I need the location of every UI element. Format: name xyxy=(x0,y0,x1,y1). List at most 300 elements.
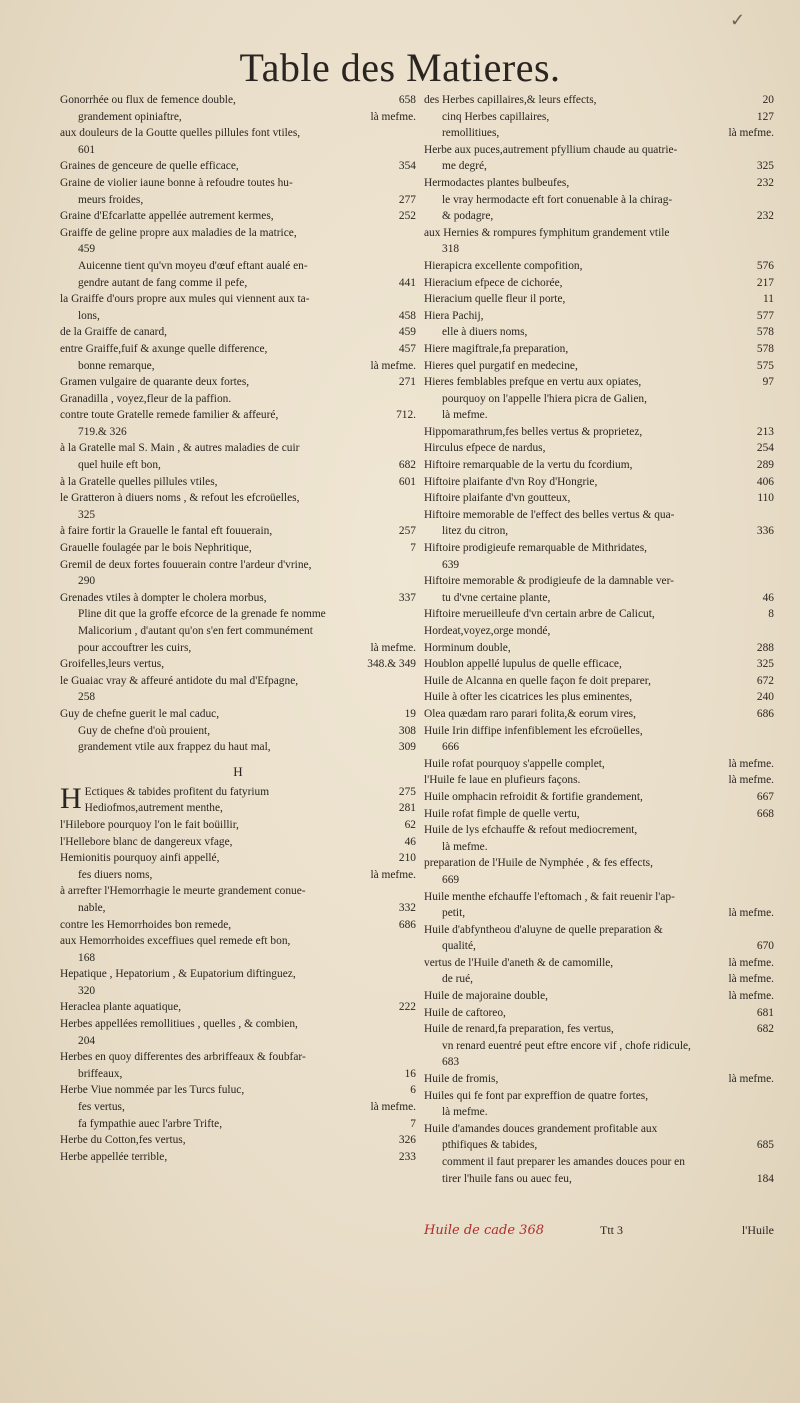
entry-page-ref: 232 xyxy=(756,176,774,189)
index-entry xyxy=(60,474,416,491)
entry-text: grandement opiniaftre, xyxy=(78,110,182,123)
entry-page-ref: 682 xyxy=(398,459,416,472)
index-entry xyxy=(60,109,416,126)
entry-text: Hepatique , Hepatorium , & Eupatorium diftinguez, xyxy=(60,968,296,981)
catchword: l'Huile xyxy=(741,1223,774,1237)
entry-text: Graiffe de geline propre aux maladies de la matrice, xyxy=(60,226,297,239)
entry-text: fes diuers noms, xyxy=(78,868,153,881)
entry-text: Gramen vulgaire de quarante deux fortes, xyxy=(60,376,250,389)
entry-text: contre toute Gratelle remede familier & affeuré, xyxy=(60,409,279,422)
index-entry xyxy=(424,158,774,175)
entry-page-ref: 658 xyxy=(398,94,416,106)
entry-text: Gremil de deux fortes fouuerain contre l'ardeur d'vrine, xyxy=(60,558,312,571)
entry-text: là mefme. xyxy=(442,840,488,853)
index-entry xyxy=(424,590,774,607)
entry-text: l'Hilebore pourquoy l'on le fait boüillir, xyxy=(60,818,239,831)
index-entry xyxy=(424,1137,774,1154)
index-entry xyxy=(424,424,774,441)
index-entry xyxy=(424,308,774,325)
entry-text: me degré, xyxy=(442,160,487,173)
entry-text: comment il faut preparer les amandes douces pour en xyxy=(442,1156,685,1168)
index-entry xyxy=(60,275,416,292)
entry-text: bonne remarque, xyxy=(78,359,155,372)
index-entry xyxy=(60,817,416,834)
entry-page-ref: là mefme. xyxy=(370,359,416,372)
entry-text: le Guaiac vray & affeuré antidote du mal d'Efpagne, xyxy=(60,674,299,687)
entry-text: aux douleurs de la Goutte quelles pillules font vtiles, xyxy=(60,127,301,140)
entry-page-ref: 325 xyxy=(756,658,774,671)
entry-page-ref: 354 xyxy=(398,160,416,173)
entry-text: 719.& 326 xyxy=(78,425,127,438)
index-entry xyxy=(60,440,416,457)
entry-text: Huile rofat fimple de quelle vertu, xyxy=(424,807,580,820)
entry-text: Herbe aux puces,autrement pfyllium chaude au quatrie- xyxy=(424,143,678,156)
entry-text: preparation de l'Huile de Nymphée , & fes effects, xyxy=(424,857,653,870)
entry-page-ref: 685 xyxy=(756,1139,774,1152)
entry-page-ref: là mefme. xyxy=(728,956,774,969)
entry-text: litez du citron, xyxy=(442,525,509,538)
index-entry xyxy=(424,955,774,972)
entry-text: Huile de lys efchauffe & refout mediocrement, xyxy=(424,824,638,837)
index-entry xyxy=(60,507,416,524)
index-entry xyxy=(424,1021,774,1038)
entry-text: Grauelle foulagée par le bois Nephritique, xyxy=(60,542,252,555)
index-entry xyxy=(60,258,416,275)
index-entry xyxy=(60,1099,416,1116)
entry-text: qualité, xyxy=(442,940,476,953)
index-entry xyxy=(424,208,774,225)
index-entry xyxy=(60,966,416,983)
entry-text: 318 xyxy=(442,243,460,256)
index-entry xyxy=(424,225,774,242)
index-entry xyxy=(60,640,416,657)
entry-page-ref: 257 xyxy=(398,525,416,538)
index-entry xyxy=(60,125,416,142)
entry-text: Hieracium quelle fleur il porte, xyxy=(424,293,566,306)
entry-page-ref: 681 xyxy=(756,1006,774,1019)
page-title: Table des Matieres. xyxy=(239,45,561,90)
entry-page-ref: 7 xyxy=(410,542,416,555)
entry-page-ref: 332 xyxy=(398,901,416,914)
entry-page-ref: 127 xyxy=(756,110,774,123)
drop-cap: H xyxy=(60,781,82,815)
signature-mark: Ttt 3 xyxy=(600,1223,623,1237)
index-entry xyxy=(424,1171,774,1188)
index-entry xyxy=(60,540,416,557)
index-entry xyxy=(60,291,416,308)
entry-text: 325 xyxy=(78,508,96,521)
entry-text: Herbe Viue nommée par les Turcs fuluc, xyxy=(60,1084,245,1097)
index-entry xyxy=(424,1071,774,1088)
entry-text: Guy de chefne d'où prouient, xyxy=(78,724,211,737)
entry-page-ref: 46 xyxy=(762,591,774,604)
entry-text: Huile à ofter les cicatrices les plus eminentes, xyxy=(424,691,633,704)
entry-page-ref: 184 xyxy=(756,1172,774,1185)
entry-text: Huile de caftoreo, xyxy=(424,1006,506,1019)
index-entry xyxy=(60,1033,416,1050)
index-entry xyxy=(60,374,416,391)
entry-text: des Herbes capillaires,& leurs effects, xyxy=(424,94,597,106)
index-entry xyxy=(424,938,774,955)
entry-page-ref: 222 xyxy=(398,1001,416,1014)
entry-text: de rué, xyxy=(442,973,473,986)
entry-text: Granadilla , voyez,fleur de la paffion. xyxy=(60,392,232,405)
index-column-left xyxy=(60,92,416,1165)
index-entry xyxy=(60,1132,416,1149)
entry-page-ref: 46 xyxy=(404,835,416,848)
entry-text: Hiftoire prodigieufe remarquable de Mithridates, xyxy=(424,542,647,555)
entry-text: Ectiques & tabides profitent du fatyrium xyxy=(84,785,270,798)
entry-text: aux Hemorrhoides exceffiues quel remede eft bon, xyxy=(60,935,291,948)
entry-text: vn renard euentré peut eftre encore vif , chofe ridicule, xyxy=(442,1039,691,1052)
entry-page-ref: là mefme. xyxy=(728,990,774,1003)
entry-page-ref: 6 xyxy=(410,1084,416,1097)
entry-page-ref: 575 xyxy=(756,359,774,372)
index-entry xyxy=(60,407,416,424)
entry-page-ref: 459 xyxy=(398,326,416,339)
entry-page-ref: là mefme. xyxy=(728,774,774,787)
index-entry xyxy=(60,590,416,607)
entry-text: 258 xyxy=(78,691,96,704)
entry-page-ref: 686 xyxy=(756,707,774,720)
entry-text: Hiere magiftrale,fa preparation, xyxy=(424,342,569,355)
index-entry xyxy=(60,424,416,441)
entry-text: Huile d'amandes douces grandement profitable aux xyxy=(424,1122,658,1135)
index-entry xyxy=(424,855,774,872)
index-entry xyxy=(60,490,416,507)
index-entry xyxy=(424,407,774,424)
entry-page-ref: 309 xyxy=(398,741,416,754)
index-entry xyxy=(60,673,416,690)
entry-text: Hordeat,voyez,orge mondé, xyxy=(424,625,551,637)
entry-page-ref: 19 xyxy=(404,707,416,720)
index-entry xyxy=(60,358,416,375)
entry-text: 666 xyxy=(442,741,460,754)
index-entry xyxy=(424,723,774,740)
entry-text: Grenades vtiles à dompter le cholera morbus, xyxy=(60,591,267,604)
index-entry xyxy=(60,883,416,900)
entry-text: 639 xyxy=(442,558,460,571)
index-entry xyxy=(424,872,774,889)
index-entry xyxy=(60,917,416,934)
index-entry xyxy=(60,1149,416,1166)
entry-text: là mefme. xyxy=(442,1106,488,1119)
index-entry xyxy=(60,523,416,540)
entry-page-ref: 337 xyxy=(398,591,416,604)
entry-text: pour accouftrer les cuirs, xyxy=(78,641,192,654)
entry-text: Hiftoire remarquable de la vertu du fcordium, xyxy=(424,459,633,472)
entry-text: 320 xyxy=(78,984,96,997)
entry-text: Horminum double, xyxy=(424,641,511,654)
index-entry xyxy=(424,1038,774,1055)
index-entry xyxy=(424,291,774,308)
entry-text: Hiera Pachij, xyxy=(424,309,484,322)
entry-text: pthifiques & tabides, xyxy=(442,1139,538,1152)
index-entry xyxy=(424,540,774,557)
index-entry xyxy=(424,142,774,159)
entry-text: quel huile eft bon, xyxy=(78,459,161,472)
entry-page-ref: là mefme. xyxy=(728,127,774,140)
entry-text: Huile de renard,fa preparation, fes vertus, xyxy=(424,1023,614,1036)
entry-text: à arrefter l'Hemorrhagie le meurte grandement conue- xyxy=(60,885,306,898)
entry-text: Huile de majoraine double, xyxy=(424,990,548,1003)
entry-page-ref: 441 xyxy=(398,276,416,289)
entry-text: Hiftoire merueilleufe d'vn certain arbre de Calicut, xyxy=(424,608,655,621)
index-entry xyxy=(424,772,774,789)
entry-text: Hirculus efpece de nardus, xyxy=(424,442,546,455)
index-column-right xyxy=(424,92,774,1187)
entry-text: la Graiffe d'ours propre aux mules qui viennent aux ta- xyxy=(60,293,310,306)
entry-page-ref: 576 xyxy=(756,259,774,272)
entry-text: à la Gratelle quelles pillules vtiles, xyxy=(60,475,218,488)
index-entry xyxy=(424,241,774,258)
index-entry xyxy=(60,850,416,867)
entry-text: Auicenne tient qu'vn moyeu d'œuf eftant aualé en- xyxy=(78,259,308,272)
index-entry xyxy=(424,440,774,457)
entry-text: petit, xyxy=(442,907,466,920)
entry-page-ref: 233 xyxy=(398,1150,416,1163)
entry-page-ref: là mefme. xyxy=(728,1073,774,1086)
entry-text: entre Graiffe,fuif & axunge quelle difference, xyxy=(60,342,268,355)
entry-text: là mefme. xyxy=(442,409,488,422)
entry-text: remollitiues, xyxy=(442,127,500,140)
index-entry xyxy=(60,341,416,358)
index-entry xyxy=(60,689,416,706)
entry-text: Huile Irin diffipe infenfiblement les efcroüelles, xyxy=(424,724,643,737)
entry-text: à faire fortir la Grauelle le fantal eft fouuerain, xyxy=(60,525,273,538)
entry-page-ref: 110 xyxy=(757,492,774,505)
entry-text: 601 xyxy=(78,143,96,156)
index-entry xyxy=(60,606,416,623)
index-entry xyxy=(424,739,774,756)
entry-text: l'Hellebore blanc de dangereux vfage, xyxy=(60,835,233,848)
entry-page-ref: 277 xyxy=(398,193,416,206)
index-entry xyxy=(424,623,774,640)
entry-page-ref: 252 xyxy=(398,210,416,223)
entry-text: Hiftoire plaifante d'vn goutteux, xyxy=(424,492,571,505)
entry-page-ref: 336 xyxy=(756,525,774,538)
index-entry xyxy=(60,723,416,740)
entry-page-ref: 458 xyxy=(398,309,416,322)
entry-page-ref: 289 xyxy=(756,459,774,472)
index-entry xyxy=(424,1005,774,1022)
index-entry xyxy=(60,1082,416,1099)
index-entry xyxy=(60,999,416,1016)
entry-page-ref: 8 xyxy=(768,608,774,621)
index-entry xyxy=(424,92,774,109)
entry-text: à la Gratelle mal S. Main , & autres maladies de cuir xyxy=(60,442,300,455)
entry-text: Huile menthe efchauffe l'eftomach , & fait reuenir l'ap- xyxy=(424,890,675,903)
entry-text: de la Graiffe de canard, xyxy=(60,326,167,339)
entry-text: fes vertus, xyxy=(78,1101,125,1114)
index-entry xyxy=(424,889,774,906)
index-entry xyxy=(60,1016,416,1033)
entry-text: 669 xyxy=(442,873,460,886)
entry-text: nable, xyxy=(78,901,106,914)
entry-text: Herbe du Cotton,fes vertus, xyxy=(60,1134,186,1147)
index-entry xyxy=(424,905,774,922)
entry-page-ref: 682 xyxy=(756,1023,774,1036)
index-entry xyxy=(60,867,416,884)
index-entry xyxy=(60,1116,416,1133)
entry-page-ref: 712. xyxy=(396,409,416,422)
index-entry xyxy=(60,950,416,967)
entry-text: le Gratteron à diuers noms , & refout les efcroüelles, xyxy=(60,492,300,505)
entry-list-g xyxy=(60,92,416,756)
index-entry xyxy=(424,490,774,507)
entry-text: meurs froides, xyxy=(78,193,144,206)
index-entry xyxy=(60,983,416,1000)
index-entry xyxy=(60,225,416,242)
entry-text: 204 xyxy=(78,1034,96,1047)
index-entry xyxy=(424,822,774,839)
entry-text: grandement vtile aux frappez du haut mal, xyxy=(78,741,271,754)
index-entry xyxy=(60,784,416,801)
index-entry xyxy=(60,656,416,673)
index-entry xyxy=(424,606,774,623)
index-entry xyxy=(424,1121,774,1138)
entry-text: briffeaux, xyxy=(78,1067,123,1080)
entry-text: vertus de l'Huile d'aneth & de camomille, xyxy=(424,956,614,969)
entry-page-ref: 406 xyxy=(756,475,774,488)
entry-text: & podagre, xyxy=(442,210,494,223)
index-entry xyxy=(60,192,416,209)
index-entry xyxy=(424,192,774,209)
index-entry xyxy=(424,640,774,657)
entry-text: Huile rofat pourquoy s'appelle complet, xyxy=(424,757,605,770)
entry-text: Pline dit que la groffe efcorce de la grenade fe nomme xyxy=(78,608,326,621)
index-entry xyxy=(60,391,416,408)
index-entry xyxy=(424,806,774,823)
index-entry xyxy=(60,623,416,640)
entry-list-h-items xyxy=(60,781,416,1166)
entry-page-ref: 348.& 349 xyxy=(367,658,416,671)
index-entry xyxy=(424,374,774,391)
entry-page-ref: 668 xyxy=(756,807,774,820)
entry-page-ref: 16 xyxy=(404,1067,416,1080)
entry-page-ref: 578 xyxy=(756,342,774,355)
index-entry xyxy=(424,988,774,1005)
index-entry xyxy=(424,1054,774,1071)
index-entry xyxy=(424,789,774,806)
entry-text: Huiles qui fe font par expreffion de quatre fortes, xyxy=(424,1089,649,1102)
index-entry xyxy=(424,341,774,358)
entry-text: tirer l'huile fans ou auec feu, xyxy=(442,1172,572,1185)
entry-page-ref: 672 xyxy=(756,674,774,687)
index-entry xyxy=(60,1066,416,1083)
index-entry xyxy=(424,175,774,192)
entry-text: Heraclea plante aquatique, xyxy=(60,1001,182,1014)
index-entry xyxy=(424,275,774,292)
index-entry xyxy=(424,457,774,474)
entry-text: Huile d'abfyntheou d'aluyne de quelle preparation & xyxy=(424,923,663,936)
entry-page-ref: 601 xyxy=(398,475,416,488)
entry-text: Hiftoire memorable de l'effect des belles vertus & qua- xyxy=(424,508,675,521)
entry-page-ref: 210 xyxy=(398,852,416,865)
corner-check-mark: ✓ xyxy=(730,10,746,30)
entry-page-ref: 240 xyxy=(756,691,774,704)
entry-page-ref: 275 xyxy=(398,785,416,798)
entry-text: Graines de genceure de quelle efficace, xyxy=(60,160,239,173)
index-entry xyxy=(60,92,416,109)
entry-text: 290 xyxy=(78,575,96,588)
entry-text: Houblon appellé lupulus de quelle efficace, xyxy=(424,658,622,671)
entry-text: Graine d'Efcarlatte appellée autrement kermes, xyxy=(60,210,274,223)
entry-text: Huile de Alcanna en quelle façon fe doit preparer, xyxy=(424,674,651,687)
entry-text: Huile omphacin refroidit & fortifie grandement, xyxy=(424,790,643,803)
section-heading-h: H xyxy=(233,763,243,779)
entry-page-ref: 288 xyxy=(756,641,774,654)
entry-text: 683 xyxy=(442,1056,460,1069)
index-entry xyxy=(60,175,416,192)
entry-page-ref: 62 xyxy=(404,818,416,831)
index-entry xyxy=(60,933,416,950)
entry-page-ref: 254 xyxy=(756,442,774,455)
index-entry xyxy=(60,706,416,723)
index-entry xyxy=(424,1088,774,1105)
index-entry xyxy=(60,241,416,258)
entry-text: Hieracium efpece de cichorée, xyxy=(424,276,563,289)
index-entry xyxy=(424,689,774,706)
entry-text: cinq Herbes capillaires, xyxy=(442,110,550,123)
index-entry xyxy=(60,142,416,159)
entry-text: Olea quædam raro parari folita,& eorum vires, xyxy=(424,707,636,720)
index-entry xyxy=(424,1154,774,1171)
index-entry xyxy=(424,109,774,126)
entry-page-ref: 7 xyxy=(410,1117,416,1130)
entry-text: 459 xyxy=(78,243,96,256)
entry-text: Herbe appellée terrible, xyxy=(60,1150,168,1163)
index-entry xyxy=(424,523,774,540)
entry-text: 168 xyxy=(78,951,96,964)
entry-page-ref: 670 xyxy=(756,940,774,953)
index-entry xyxy=(60,573,416,590)
entry-text: Hediofmos,autrement menthe, xyxy=(84,802,223,815)
entry-list-h xyxy=(60,781,416,1166)
index-entry xyxy=(424,507,774,524)
entry-text: pourquoy on l'appelle l'hiera picra de Galien, xyxy=(442,392,647,405)
entry-page-ref: 281 xyxy=(398,802,416,815)
entry-text: contre les Hemorrhoides bon remede, xyxy=(60,918,232,931)
entry-page-ref: 232 xyxy=(756,210,774,223)
index-entry xyxy=(424,474,774,491)
entry-page-ref: là mefme. xyxy=(370,1101,416,1114)
entry-page-ref: 308 xyxy=(398,724,416,737)
index-entry xyxy=(60,1049,416,1066)
entry-page-ref: 577 xyxy=(756,309,774,322)
index-entry xyxy=(424,391,774,408)
index-entry xyxy=(60,800,416,817)
entry-page-ref: 11 xyxy=(763,293,774,306)
entry-page-ref: 457 xyxy=(398,342,416,355)
index-entry xyxy=(60,834,416,851)
entry-list-right xyxy=(424,92,774,1187)
entry-page-ref: là mefme. xyxy=(728,907,774,920)
entry-text: lons, xyxy=(78,309,100,322)
entry-text: Herbes en quoy differentes des arbriffeaux & foubfar- xyxy=(60,1051,306,1064)
index-entry xyxy=(60,308,416,325)
index-entry xyxy=(424,839,774,856)
entry-text: Hieres quel purgatif en medecine, xyxy=(424,359,578,372)
entry-page-ref: là mefme. xyxy=(370,110,416,123)
index-entry xyxy=(60,457,416,474)
entry-page-ref: 578 xyxy=(756,326,774,339)
entry-text: Groifelles,leurs vertus, xyxy=(60,658,165,671)
entry-text: aux Hernies & rompures fymphitum grandement vtile xyxy=(424,226,670,239)
entry-text: Hiftoire plaifante d'vn Roy d'Hongrie, xyxy=(424,475,598,488)
entry-page-ref: 686 xyxy=(398,918,416,931)
index-entry xyxy=(424,573,774,590)
